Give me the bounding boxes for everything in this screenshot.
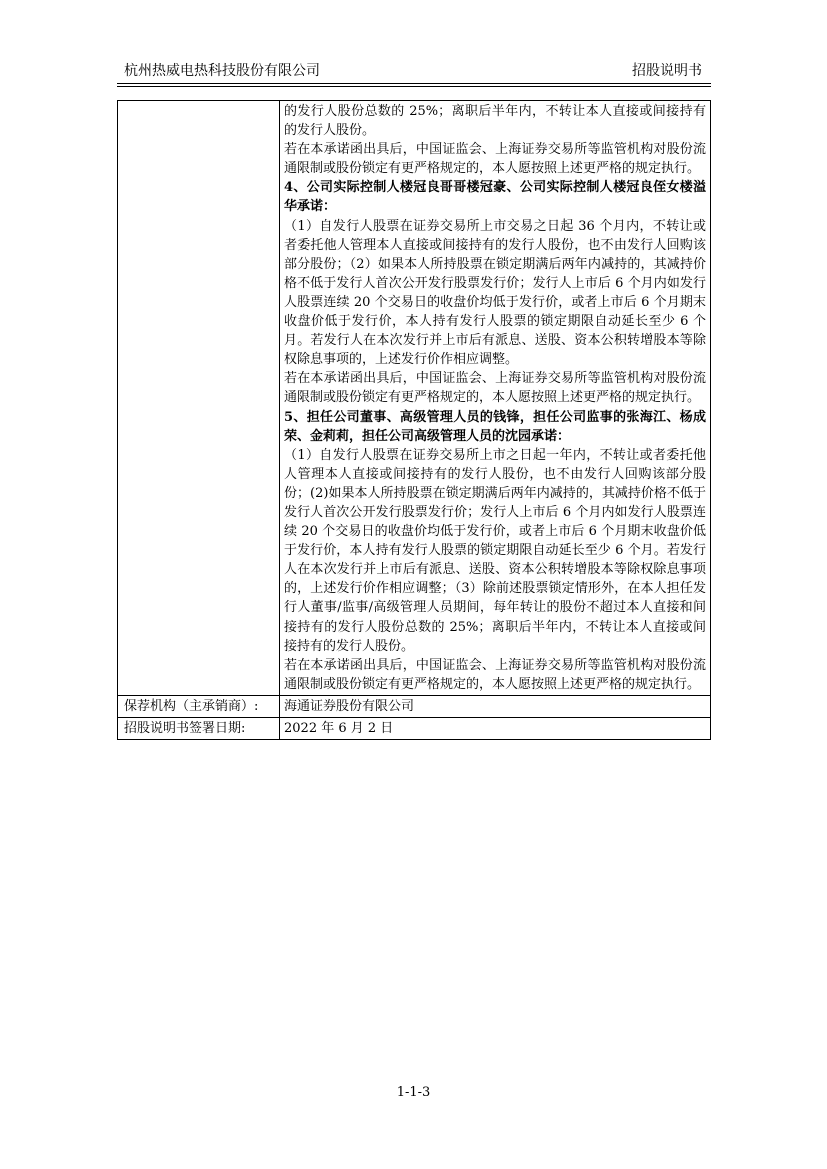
commitment-table (117, 100, 711, 740)
section-heading-4: 4、公司实际控制人楼冠良哥哥楼冠豪、公司实际控制人楼冠良侄女楼溢华承诺： (284, 180, 706, 215)
table-cell-empty (118, 101, 280, 695)
header-rule-double (117, 86, 711, 87)
paragraph-3: （1）自发行人股票在证券交易所上市交易之日起 36 个月内，不转让或者委托他人管理本人直接或间接持有的发行人股份，也不由发行人回购该部分股份；（2）如果本人所持股票在锁定期满后两年内减持的，其减持价格不低于发行人首次公开发行股票发行价；发行人上市后 6 个月内如发行人股票连续 20 个交易日的收盘价均低于发行价，或者上市后 6 个月期末收盘价低于发行价，本人持有发行人股票的锁定期限自动延长至少 6 个月。若发行人在本次发行并上市后有派息、送股、资本公积转增股本等除权除息事项的，上述发行价作相应调整。 (284, 218, 706, 368)
header-rule (117, 83, 711, 84)
section-heading-5: 5、担任公司董事、高级管理人员的钱锋，担任公司监事的张海江、杨成荣、金莉莉，担任公司高级管理人员的沈园承诺： (284, 409, 706, 444)
table-row-date (118, 717, 710, 739)
paragraph-5: （1）自发行人股票在证券交易所上市之日起一年内，不转让或者委托他人管理本人直接或间接持有的发行人股份，也不由发行人回购该部分股份；(2)如果本人所持股票在锁定期满后两年内减持的，其减持价格不低于发行人首次公开发行股票发行价；发行人上市后 6 个月内如发行人股票连续 20 个交易日的收盘价均低于发行价，或者上市后 6 个月期末收盘价低于发行价，本人持有发行人股票的锁定期限自动延长至少 6 个月。若发行人在本次发行并上市后有派息、送股、资本公积转增股本等除权除息事项的，上述发行价作相应调整；（3）除前述股票锁定情形外，在本人担任发行人董事/监事/高级管理人员期间，每年转让的股份不超过本人直接和间接持有的发行人股份总数的 25%；离职后半年内，不转让本人直接或间接持有的发行人股份。 (284, 447, 706, 654)
header-company: 杭州热威电热科技股份有限公司 (124, 63, 320, 79)
commitment-text-cell (280, 101, 710, 695)
paragraph-6: 若在本承诺函出具后，中国证监会、上海证券交易所等监管机构对股份流通限制或股份锁定有更严格规定的，本人愿按照上述更严格的规定执行。 (284, 657, 706, 692)
paragraph-4: 若在本承诺函出具后，中国证监会、上海证券交易所等监管机构对股份流通限制或股份锁定有更严格规定的，本人愿按照上述更严格的规定执行。 (284, 371, 706, 406)
sponsor-value: 海通证券股份有限公司 (284, 698, 415, 714)
date-value: 2022 年 6 月 2 日 (284, 721, 394, 736)
table-row-sponsor (118, 695, 710, 717)
sponsor-label: 保荐机构（主承销商）: (118, 696, 280, 717)
date-label: 招股说明书签署日期: (118, 718, 280, 739)
header-doc-type: 招股说明书 (632, 63, 702, 79)
page-number: 1-1-3 (396, 1085, 431, 1100)
table-row-commitments (118, 101, 710, 695)
paragraph-2: 若在本承诺函出具后，中国证监会、上海证券交易所等监管机构对股份流通限制或股份锁定有更严格规定的，本人愿按照上述更严格的规定执行。 (284, 142, 706, 177)
paragraph-1: 的发行人股份总数的 25%；离职后半年内，不转让本人直接或间接持有的发行人股份。 (284, 104, 706, 139)
